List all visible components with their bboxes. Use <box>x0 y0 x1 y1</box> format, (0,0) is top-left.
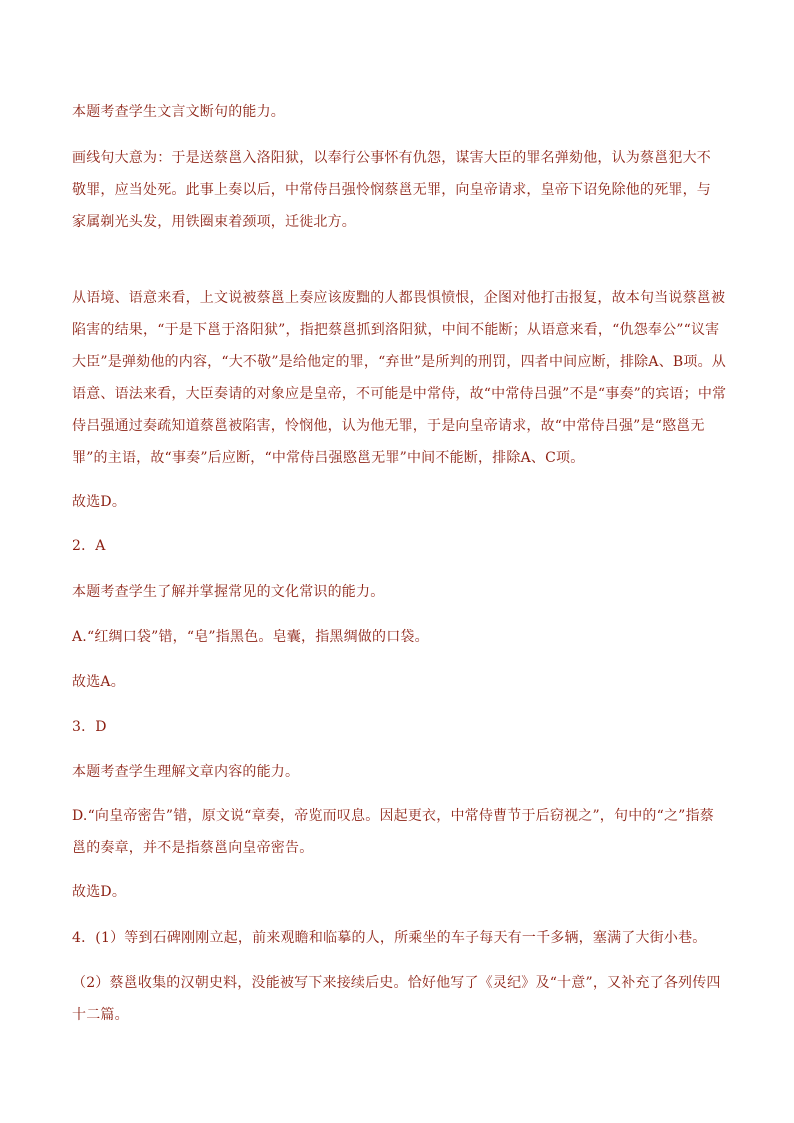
question-3-heading: 3．D <box>72 719 107 735</box>
paragraph-option-d: D.“向皇帝密告”错，原文说“章奏，帝览而叹息。因起更衣，中常侍曹节于后窃视之”，句中的“之”指蔡邕的奏章，并不是指蔡邕向皇帝密告。 <box>72 808 714 856</box>
paragraph-intro-punctuation: 本题考查学生文言文断句的能力。 <box>72 104 285 120</box>
question-4-part-1: 4．(1）等到石碑刚刚立起，前来观瞻和临摹的人，所乘坐的车子每天有一千多辆，塞满了大街小巷。 <box>72 930 707 946</box>
paragraph-translation: 画线句大意为：于是送蔡邕入洛阳狱，以奉行公事怀有仇怨，谋害大臣的罪名弹劾他，认为蔡邕犯大不敬罪，应当处死。此事上奏以后，中常侍吕强怜悯蔡邕无罪，向皇帝请求，皇帝下诏免除他的死罪，与家属剃光头发，用铁圈束着颈项，迁徙北方。 <box>72 150 711 230</box>
paragraph-answer-1: 故选D。 <box>72 494 127 510</box>
paragraph-culture: 本题考查学生了解并掌握常见的文化常识的能力。 <box>72 584 385 600</box>
question-2-heading: 2．A <box>72 538 106 554</box>
paragraph-analysis: 从语境、语意来看，上文说被蔡邕上奏应该废黜的人都畏惧愤恨，企图对他打击报复，故本句当说蔡邕被陷害的结果，“于是下邕于洛阳狱”，指把蔡邕抓到洛阳狱，中间不能断；从语意来看，“仇怨奉公”“议害大臣”是弹劾他的内容，“大不敬”是给他定的罪，“弃世”是所判的刑罚，四者中间应断，排除A、B项。从语意、语法来看，大臣奏请的对象应是皇帝，不可能是中常侍，故“中常侍吕强”不是“事奏”的宾语；中常侍吕强通过奏疏知道蔡邕被陷害，怜悯他，认为他无罪，于是向皇帝请求，故“中常侍吕强”是“愍邕无罪”的主语，故“事奏”后应断，“中常侍吕强愍邕无罪”中间不能断，排除A、C项。 <box>72 290 727 466</box>
paragraph-answer-2: 故选A。 <box>72 674 125 690</box>
paragraph-option-a: A.“红绸口袋”错，“皂”指黑色。皂囊，指黑绸做的口袋。 <box>72 629 429 645</box>
paragraph-answer-3: 故选D。 <box>72 884 127 900</box>
paragraph-comprehension: 本题考查学生理解文章内容的能力。 <box>72 764 300 780</box>
question-4-part-2: （2）蔡邕收集的汉朝史料，没能被写下来接续后史。恰好他写了《灵纪》及“十意”，又补充了各列传四十二篇。 <box>72 975 721 1023</box>
